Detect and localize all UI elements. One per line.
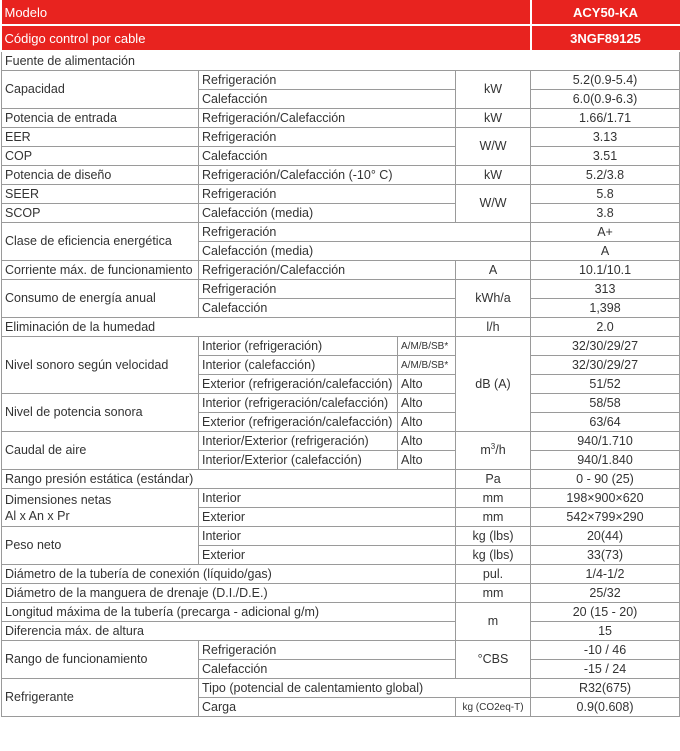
operating-range-cool-label: Refrigeración [199,641,456,660]
weight-unit: kg (lbs) [456,527,531,546]
refrigerant-type-label: Tipo (potencial de calentamiento global) [199,679,531,698]
eer-value: 3.13 [531,128,680,147]
cop-value: 3.51 [531,147,680,166]
energy-class-heat-value: A [531,242,680,261]
header-row-model [2,0,680,25]
header-row-code [2,25,680,51]
design-power-value: 5.2/3.8 [531,166,680,185]
airflow-value: 940/1.840 [531,451,680,470]
airflow-label: Caudal de aire [2,432,199,470]
operating-range-cool-value: -10 / 46 [531,641,680,660]
static-pressure-label: Rango presión estática (estándar) [2,470,456,489]
drain-diameter-unit: mm [456,584,531,603]
design-power-label: Potencia de diseño [2,166,199,185]
input-power-label: Potencia de entrada [2,109,199,128]
code-label: Código control por cable [2,25,531,51]
weight-indoor-label: Interior [199,527,456,546]
annual-consumption-heat-value: 1,398 [531,299,680,318]
eer-cop-unit: W/W [456,128,531,166]
table-row [2,527,680,546]
dimensions-indoor-label: Interior [199,489,456,508]
table-row [2,204,680,223]
dimensions-unit: mm [456,489,531,508]
height-diff-value: 15 [531,622,680,641]
sound-power-value: 58/58 [531,394,680,413]
capacity-cool-label: Refrigeración [199,71,456,90]
energy-class-cool-label: Refrigeración [199,223,531,242]
scop-label: SCOP [2,204,199,223]
pipe-diameter-unit: pul. [456,565,531,584]
pipe-length-label: Longitud máxima de la tubería (precarga - adicional g/m) [2,603,456,622]
max-current-unit: A [456,261,531,280]
table-row [2,489,680,508]
table-row [2,318,680,337]
cop-label: COP [2,147,199,166]
pipe-length-value: 20 (15 - 20) [531,603,680,622]
annual-consumption-unit: kWh/a [456,280,531,318]
seer-mode: Refrigeración [199,185,456,204]
annual-consumption-cool-value: 313 [531,280,680,299]
airflow-mode: Interior/Exterior (refrigeración) [199,432,398,451]
max-current-label: Corriente máx. de funcionamiento [2,261,199,280]
refrigerant-label: Refrigerante [2,679,199,717]
refrigerant-type-value: R32(675) [531,679,680,698]
weight-unit: kg (lbs) [456,546,531,565]
eer-mode: Refrigeración [199,128,456,147]
code-value: 3NGF89125 [531,25,680,51]
dimensions-indoor-value: 198×900×620 [531,489,680,508]
sound-pressure-value: 32/30/29/27 [531,356,680,375]
seer-scop-unit: W/W [456,185,531,223]
airflow-value: 940/1.710 [531,432,680,451]
table-row [2,603,680,622]
weight-label: Peso neto [2,527,199,565]
weight-outdoor-value: 33(73) [531,546,680,565]
sound-power-speed: Alto [398,394,456,413]
dimensions-outdoor-value: 542×799×290 [531,508,680,527]
table-row [2,261,680,280]
model-value: ACY50-KA [531,0,680,25]
table-row [2,394,680,413]
dimensions-unit: mm [456,508,531,527]
table-row [2,280,680,299]
refrigerant-charge-value: 0.9(0.608) [531,698,680,717]
refrigerant-charge-label: Carga [199,698,456,717]
airflow-unit: $m^3/h$ [456,432,531,470]
design-power-unit: kW [456,166,531,185]
airflow-speed: Alto [398,451,456,470]
weight-outdoor-label: Exterior [199,546,456,565]
sound-power-mode: Exterior (refrigeración/calefacción) [199,413,398,432]
spec-table [1,0,680,717]
sound-pressure-value: 51/52 [531,375,680,394]
scop-mode: Calefacción (media) [199,204,456,223]
capacity-label: Capacidad [2,71,199,109]
height-diff-label: Diferencia máx. de altura [2,622,456,641]
operating-range-heat-label: Calefacción [199,660,456,679]
energy-class-cool-value: A+ [531,223,680,242]
eer-label: EER [2,128,199,147]
table-row [2,109,680,128]
airflow-mode: Interior/Exterior (calefacción) [199,451,398,470]
drain-diameter-value: 25/32 [531,584,680,603]
table-row [2,147,680,166]
drain-diameter-label: Diámetro de la manguera de drenaje (D.I./D.E.) [2,584,456,603]
annual-consumption-label: Consumo de energía anual [2,280,199,318]
table-row [2,565,680,584]
sound-power-mode: Interior (refrigeración/calefacción) [199,394,398,413]
max-current-mode: Refrigeración/Calefacción [199,261,456,280]
sound-power-label: Nivel de potencia sonora [2,394,199,432]
energy-class-heat-label: Calefacción (media) [199,242,531,261]
capacity-unit: kW [456,71,531,109]
sound-pressure-mode: Interior (calefacción) [199,356,398,375]
dehumidification-unit: l/h [456,318,531,337]
length-unit: m [456,603,531,641]
sound-pressure-value: 32/30/29/27 [531,337,680,356]
table-row [2,641,680,660]
capacity-heat-label: Calefacción [199,90,456,109]
sound-pressure-mode: Exterior (refrigeración/calefacción) [199,375,398,394]
table-row [2,128,680,147]
model-label: Modelo [2,0,531,25]
sound-pressure-speed: Alto [398,375,456,394]
sound-pressure-mode: Interior (refrigeración) [199,337,398,356]
table-row [2,185,680,204]
refrigerant-charge-unit: kg (CO2eq-T) [456,698,531,717]
table-row [2,71,680,90]
power-supply-label: Fuente de alimentación [2,51,680,71]
table-row [2,223,680,242]
annual-consumption-heat-label: Calefacción [199,299,456,318]
input-power-value: 1.66/1.71 [531,109,680,128]
energy-class-label: Clase de eficiencia energética [2,223,199,261]
pipe-diameter-label: Diámetro de la tubería de conexión (líquido/gas) [2,565,456,584]
sound-pressure-speed: A/M/B/SB* [398,337,456,356]
airflow-speed: Alto [398,432,456,451]
weight-indoor-value: 20(44) [531,527,680,546]
dehumidification-value: 2.0 [531,318,680,337]
operating-range-heat-value: -15 / 24 [531,660,680,679]
capacity-heat-value: 6.0(0.9-6.3) [531,90,680,109]
sound-unit: dB (A) [456,337,531,432]
table-row [2,51,680,71]
table-row [2,432,680,451]
table-row [2,622,680,641]
dimensions-outdoor-label: Exterior [199,508,456,527]
annual-consumption-cool-label: Refrigeración [199,280,456,299]
sound-power-value: 63/64 [531,413,680,432]
input-power-unit: kW [456,109,531,128]
table-row [2,584,680,603]
sound-pressure-label: Nivel sonoro según velocidad [2,337,199,394]
table-row [2,166,680,185]
sound-pressure-speed: A/M/B/SB* [398,356,456,375]
capacity-cool-value: 5.2(0.9-5.4) [531,71,680,90]
seer-label: SEER [2,185,199,204]
input-power-mode: Refrigeración/Calefacción [199,109,456,128]
cop-mode: Calefacción [199,147,456,166]
static-pressure-value: 0 - 90 (25) [531,470,680,489]
operating-range-label: Rango de funcionamiento [2,641,199,679]
pipe-diameter-value: 1/4-1/2 [531,565,680,584]
operating-range-unit: °CBS [456,641,531,679]
dehumidification-label: Eliminación de la humedad [2,318,456,337]
sound-power-speed: Alto [398,413,456,432]
table-row [2,337,680,356]
seer-value: 5.8 [531,185,680,204]
design-power-mode: Refrigeración/Calefacción (-10° C) [199,166,456,185]
scop-value: 3.8 [531,204,680,223]
max-current-value: 10.1/10.1 [531,261,680,280]
dimensions-label: Dimensiones netas Al x An x Pr [2,489,199,527]
table-row [2,679,680,698]
table-row [2,470,680,489]
static-pressure-unit: Pa [456,470,531,489]
